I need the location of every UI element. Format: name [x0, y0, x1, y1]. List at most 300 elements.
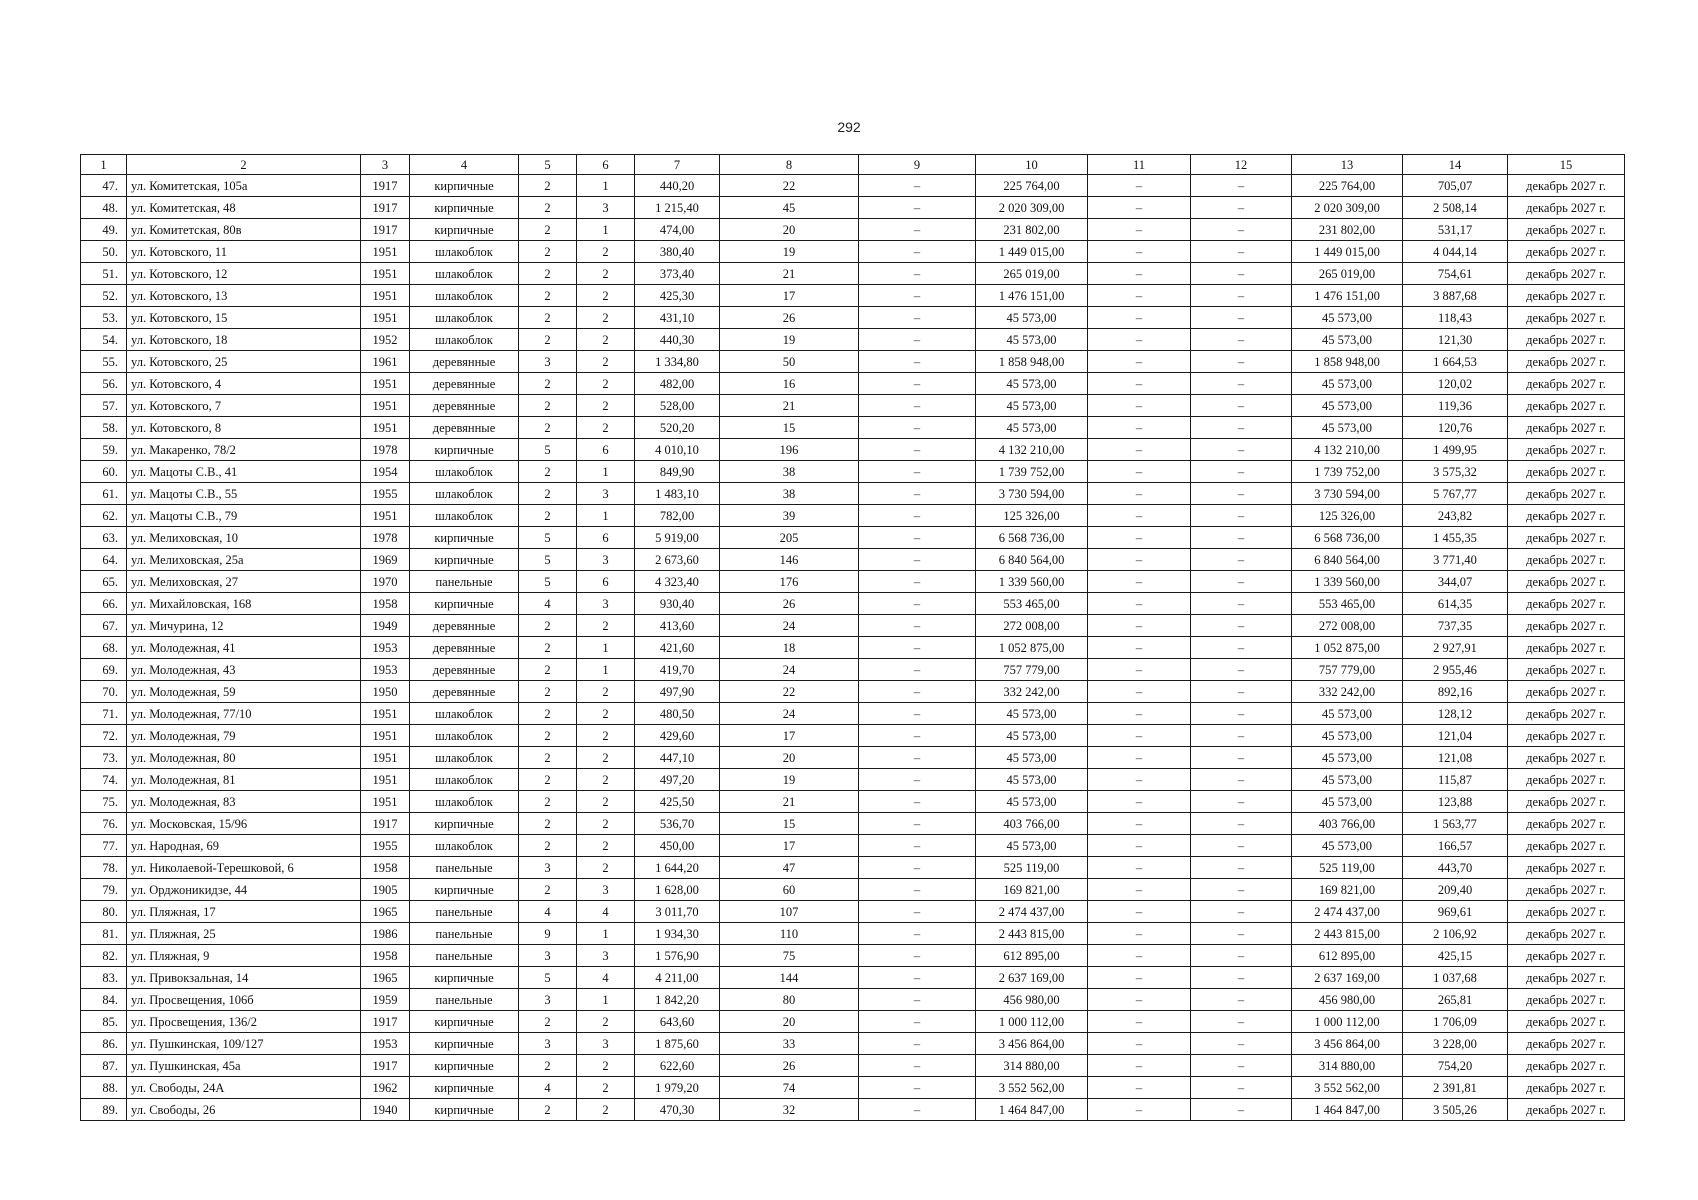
- table-row: [81, 329, 1625, 351]
- table-cell-col-13: 45 573,00: [1292, 791, 1403, 813]
- column-header-5: 5: [519, 155, 577, 175]
- table-cell-col-12: –: [1191, 505, 1292, 527]
- table-cell-col-7: 5 919,00: [635, 527, 720, 549]
- table-cell-col-9: –: [859, 813, 976, 835]
- table-cell-col-9: –: [859, 879, 976, 901]
- table-cell-col-15: декабрь 2027 г.: [1508, 461, 1625, 483]
- table-cell-col-8: 47: [720, 857, 859, 879]
- table-cell-col-14: 892,16: [1403, 681, 1508, 703]
- table-cell-col-3: 1953: [361, 659, 410, 681]
- column-header-4: 4: [410, 155, 519, 175]
- table-cell-col-14: 614,35: [1403, 593, 1508, 615]
- table-cell-col-5: 2: [519, 769, 577, 791]
- table-cell-col-7: 3 011,70: [635, 901, 720, 923]
- table-cell-col-9: –: [859, 571, 976, 593]
- table-cell-col-14: 123,88: [1403, 791, 1508, 813]
- table-cell-col-7: 413,60: [635, 615, 720, 637]
- table-row: [81, 1033, 1625, 1055]
- table-cell-col-6: 1: [577, 219, 635, 241]
- table-cell-col-7: 643,60: [635, 1011, 720, 1033]
- table-cell-col-13: 1 052 875,00: [1292, 637, 1403, 659]
- table-cell-col-13: 2 637 169,00: [1292, 967, 1403, 989]
- table-cell-col-5: 2: [519, 747, 577, 769]
- table-cell-col-1: 53.: [81, 307, 127, 329]
- table-cell-col-10: 1 449 015,00: [976, 241, 1088, 263]
- table-cell-col-2: ул. Пляжная, 9: [127, 945, 361, 967]
- table-cell-col-9: –: [859, 549, 976, 571]
- table-cell-col-9: –: [859, 505, 976, 527]
- table-header: [81, 155, 1625, 175]
- table-cell-col-15: декабрь 2027 г.: [1508, 769, 1625, 791]
- table-row: [81, 571, 1625, 593]
- table-cell-col-15: декабрь 2027 г.: [1508, 329, 1625, 351]
- table-cell-col-11: –: [1088, 417, 1191, 439]
- table-cell-col-4: кирпичные: [410, 175, 519, 197]
- table-cell-col-14: 115,87: [1403, 769, 1508, 791]
- table-cell-col-12: –: [1191, 373, 1292, 395]
- table-cell-col-8: 20: [720, 747, 859, 769]
- table-cell-col-11: –: [1088, 615, 1191, 637]
- table-row: [81, 769, 1625, 791]
- table-cell-col-13: 1 000 112,00: [1292, 1011, 1403, 1033]
- table-cell-col-3: 1955: [361, 835, 410, 857]
- table-cell-col-2: ул. Котовского, 25: [127, 351, 361, 373]
- table-cell-col-5: 2: [519, 879, 577, 901]
- table-cell-col-10: 525 119,00: [976, 857, 1088, 879]
- table-cell-col-6: 2: [577, 307, 635, 329]
- table-cell-col-10: 45 573,00: [976, 417, 1088, 439]
- table-row: [81, 835, 1625, 857]
- table-row: [81, 461, 1625, 483]
- table-cell-col-7: 1 576,90: [635, 945, 720, 967]
- table-cell-col-10: 6 568 736,00: [976, 527, 1088, 549]
- table-cell-col-10: 45 573,00: [976, 373, 1088, 395]
- table-cell-col-3: 1958: [361, 593, 410, 615]
- table-cell-col-10: 45 573,00: [976, 703, 1088, 725]
- table-cell-col-11: –: [1088, 659, 1191, 681]
- table-cell-col-1: 82.: [81, 945, 127, 967]
- table-cell-col-6: 2: [577, 351, 635, 373]
- table-cell-col-8: 38: [720, 483, 859, 505]
- table-cell-col-10: 612 895,00: [976, 945, 1088, 967]
- table-cell-col-1: 78.: [81, 857, 127, 879]
- table-cell-col-11: –: [1088, 989, 1191, 1011]
- table-cell-col-6: 2: [577, 681, 635, 703]
- table-cell-col-4: шлакоблок: [410, 747, 519, 769]
- table-cell-col-15: декабрь 2027 г.: [1508, 241, 1625, 263]
- table-cell-col-5: 5: [519, 571, 577, 593]
- table-cell-col-9: –: [859, 219, 976, 241]
- table-cell-col-8: 60: [720, 879, 859, 901]
- column-header-15: 15: [1508, 155, 1625, 175]
- table-cell-col-2: ул. Мацоты С.В., 55: [127, 483, 361, 505]
- table-cell-col-10: 265 019,00: [976, 263, 1088, 285]
- table-cell-col-12: –: [1191, 901, 1292, 923]
- table-cell-col-12: –: [1191, 989, 1292, 1011]
- table-cell-col-10: 2 474 437,00: [976, 901, 1088, 923]
- table-row: [81, 791, 1625, 813]
- table-cell-col-5: 2: [519, 615, 577, 637]
- table-cell-col-11: –: [1088, 1055, 1191, 1077]
- table-cell-col-8: 17: [720, 285, 859, 307]
- table-cell-col-14: 121,08: [1403, 747, 1508, 769]
- table-cell-col-2: ул. Молодежная, 81: [127, 769, 361, 791]
- table-cell-col-1: 81.: [81, 923, 127, 945]
- table-cell-col-9: –: [859, 439, 976, 461]
- table-cell-col-6: 2: [577, 373, 635, 395]
- table-cell-col-5: 2: [519, 483, 577, 505]
- table-cell-col-11: –: [1088, 703, 1191, 725]
- table-cell-col-6: 2: [577, 835, 635, 857]
- table-cell-col-7: 474,00: [635, 219, 720, 241]
- table-cell-col-8: 15: [720, 417, 859, 439]
- table-cell-col-8: 146: [720, 549, 859, 571]
- table-cell-col-3: 1917: [361, 813, 410, 835]
- table-cell-col-5: 2: [519, 461, 577, 483]
- table-cell-col-5: 2: [519, 307, 577, 329]
- table-cell-col-9: –: [859, 593, 976, 615]
- table-cell-col-5: 4: [519, 1077, 577, 1099]
- table-cell-col-2: ул. Котовского, 15: [127, 307, 361, 329]
- table-cell-col-14: 754,61: [1403, 263, 1508, 285]
- table-cell-col-6: 2: [577, 263, 635, 285]
- table-cell-col-12: –: [1191, 483, 1292, 505]
- table-cell-col-3: 1961: [361, 351, 410, 373]
- table-cell-col-15: декабрь 2027 г.: [1508, 725, 1625, 747]
- table-cell-col-2: ул. Котовского, 8: [127, 417, 361, 439]
- table-cell-col-7: 1 334,80: [635, 351, 720, 373]
- table-cell-col-2: ул. Молодежная, 77/10: [127, 703, 361, 725]
- table-row: [81, 527, 1625, 549]
- table-cell-col-4: деревянные: [410, 615, 519, 637]
- table-cell-col-15: декабрь 2027 г.: [1508, 879, 1625, 901]
- table-cell-col-6: 3: [577, 1033, 635, 1055]
- table-cell-col-10: 757 779,00: [976, 659, 1088, 681]
- table-cell-col-4: шлакоблок: [410, 703, 519, 725]
- table-row: [81, 593, 1625, 615]
- table-cell-col-7: 440,20: [635, 175, 720, 197]
- table-cell-col-6: 2: [577, 395, 635, 417]
- table-cell-col-6: 1: [577, 175, 635, 197]
- table-cell-col-11: –: [1088, 923, 1191, 945]
- table-cell-col-2: ул. Молодежная, 80: [127, 747, 361, 769]
- table-cell-col-15: декабрь 2027 г.: [1508, 395, 1625, 417]
- table-cell-col-13: 456 980,00: [1292, 989, 1403, 1011]
- table-cell-col-9: –: [859, 307, 976, 329]
- table-cell-col-15: декабрь 2027 г.: [1508, 263, 1625, 285]
- table-cell-col-1: 85.: [81, 1011, 127, 1033]
- table-cell-col-7: 425,50: [635, 791, 720, 813]
- table-cell-col-6: 1: [577, 659, 635, 681]
- table-cell-col-3: 1953: [361, 1033, 410, 1055]
- table-row: [81, 1099, 1625, 1121]
- table-cell-col-1: 75.: [81, 791, 127, 813]
- table-cell-col-5: 2: [519, 703, 577, 725]
- table-cell-col-13: 272 008,00: [1292, 615, 1403, 637]
- table-cell-col-1: 50.: [81, 241, 127, 263]
- table-cell-col-2: ул. Молодежная, 41: [127, 637, 361, 659]
- table-cell-col-14: 1 455,35: [1403, 527, 1508, 549]
- table-cell-col-12: –: [1191, 1055, 1292, 1077]
- table-cell-col-6: 1: [577, 637, 635, 659]
- table-row: [81, 241, 1625, 263]
- column-header-6: 6: [577, 155, 635, 175]
- table-cell-col-5: 2: [519, 241, 577, 263]
- table-cell-col-9: –: [859, 1099, 976, 1121]
- table-cell-col-8: 24: [720, 659, 859, 681]
- table-cell-col-15: декабрь 2027 г.: [1508, 351, 1625, 373]
- table-cell-col-8: 26: [720, 593, 859, 615]
- column-header-11: 11: [1088, 155, 1191, 175]
- table-cell-col-13: 1 339 560,00: [1292, 571, 1403, 593]
- table-cell-col-4: шлакоблок: [410, 791, 519, 813]
- table-cell-col-14: 3 575,32: [1403, 461, 1508, 483]
- table-cell-col-2: ул. Котовского, 4: [127, 373, 361, 395]
- table-cell-col-15: декабрь 2027 г.: [1508, 1033, 1625, 1055]
- table-cell-col-11: –: [1088, 373, 1191, 395]
- table-cell-col-9: –: [859, 483, 976, 505]
- housing-table: [80, 154, 1625, 1121]
- table-cell-col-12: –: [1191, 241, 1292, 263]
- table-cell-col-6: 2: [577, 1055, 635, 1077]
- table-cell-col-9: –: [859, 791, 976, 813]
- table-cell-col-1: 70.: [81, 681, 127, 703]
- table-cell-col-9: –: [859, 835, 976, 857]
- table-cell-col-4: панельные: [410, 857, 519, 879]
- table-cell-col-11: –: [1088, 681, 1191, 703]
- table-cell-col-11: –: [1088, 1011, 1191, 1033]
- table-cell-col-12: –: [1191, 307, 1292, 329]
- table-cell-col-6: 2: [577, 769, 635, 791]
- table-cell-col-13: 4 132 210,00: [1292, 439, 1403, 461]
- table-row: [81, 637, 1625, 659]
- table-cell-col-15: декабрь 2027 г.: [1508, 967, 1625, 989]
- table-cell-col-15: декабрь 2027 г.: [1508, 549, 1625, 571]
- table-cell-col-11: –: [1088, 461, 1191, 483]
- table-cell-col-6: 1: [577, 989, 635, 1011]
- table-cell-col-4: деревянные: [410, 351, 519, 373]
- table-cell-col-13: 125 326,00: [1292, 505, 1403, 527]
- table-cell-col-10: 2 020 309,00: [976, 197, 1088, 219]
- table-cell-col-7: 528,00: [635, 395, 720, 417]
- table-cell-col-12: –: [1191, 461, 1292, 483]
- table-cell-col-3: 1958: [361, 945, 410, 967]
- table-cell-col-1: 74.: [81, 769, 127, 791]
- table-cell-col-3: 1951: [361, 373, 410, 395]
- table-cell-col-2: ул. Молодежная, 59: [127, 681, 361, 703]
- table-cell-col-7: 1 842,20: [635, 989, 720, 1011]
- table-cell-col-8: 16: [720, 373, 859, 395]
- table-row: [81, 505, 1625, 527]
- table-cell-col-6: 2: [577, 1099, 635, 1121]
- table-cell-col-5: 2: [519, 813, 577, 835]
- table-cell-col-14: 531,17: [1403, 219, 1508, 241]
- table-cell-col-2: ул. Молодежная, 43: [127, 659, 361, 681]
- table-cell-col-10: 3 552 562,00: [976, 1077, 1088, 1099]
- table-cell-col-3: 1965: [361, 901, 410, 923]
- table-cell-col-4: шлакоблок: [410, 263, 519, 285]
- table-cell-col-4: шлакоблок: [410, 483, 519, 505]
- table-cell-col-5: 4: [519, 593, 577, 615]
- column-header-14: 14: [1403, 155, 1508, 175]
- table-cell-col-3: 1951: [361, 285, 410, 307]
- table-cell-col-8: 20: [720, 1011, 859, 1033]
- table-cell-col-5: 2: [519, 1055, 577, 1077]
- table-cell-col-15: декабрь 2027 г.: [1508, 615, 1625, 637]
- table-cell-col-7: 1 979,20: [635, 1077, 720, 1099]
- table-cell-col-9: –: [859, 857, 976, 879]
- table-cell-col-7: 520,20: [635, 417, 720, 439]
- table-cell-col-1: 51.: [81, 263, 127, 285]
- table-cell-col-6: 6: [577, 571, 635, 593]
- table-cell-col-15: декабрь 2027 г.: [1508, 285, 1625, 307]
- table-cell-col-8: 107: [720, 901, 859, 923]
- table-cell-col-8: 18: [720, 637, 859, 659]
- table-cell-col-9: –: [859, 747, 976, 769]
- table-cell-col-10: 4 132 210,00: [976, 439, 1088, 461]
- table-cell-col-7: 4 211,00: [635, 967, 720, 989]
- table-cell-col-15: декабрь 2027 г.: [1508, 417, 1625, 439]
- table-cell-col-14: 754,20: [1403, 1055, 1508, 1077]
- table-cell-col-6: 2: [577, 857, 635, 879]
- table-cell-col-8: 26: [720, 307, 859, 329]
- table-cell-col-3: 1951: [361, 791, 410, 813]
- table-cell-col-12: –: [1191, 967, 1292, 989]
- table-cell-col-9: –: [859, 175, 976, 197]
- table-cell-col-8: 38: [720, 461, 859, 483]
- table-cell-col-1: 48.: [81, 197, 127, 219]
- table-cell-col-15: декабрь 2027 г.: [1508, 219, 1625, 241]
- table-cell-col-14: 1 664,53: [1403, 351, 1508, 373]
- table-cell-col-1: 60.: [81, 461, 127, 483]
- table-cell-col-9: –: [859, 285, 976, 307]
- table-cell-col-3: 1951: [361, 241, 410, 263]
- table-cell-col-10: 169 821,00: [976, 879, 1088, 901]
- table-cell-col-13: 3 730 594,00: [1292, 483, 1403, 505]
- table-cell-col-8: 32: [720, 1099, 859, 1121]
- table-cell-col-10: 1 339 560,00: [976, 571, 1088, 593]
- table-cell-col-15: декабрь 2027 г.: [1508, 1099, 1625, 1121]
- table-cell-col-2: ул. Мелиховская, 10: [127, 527, 361, 549]
- table-cell-col-12: –: [1191, 1011, 1292, 1033]
- table-cell-col-8: 74: [720, 1077, 859, 1099]
- table-cell-col-4: кирпичные: [410, 1077, 519, 1099]
- table-cell-col-12: –: [1191, 769, 1292, 791]
- table-row: [81, 263, 1625, 285]
- table-cell-col-7: 1 628,00: [635, 879, 720, 901]
- column-header-12: 12: [1191, 155, 1292, 175]
- table-cell-col-12: –: [1191, 703, 1292, 725]
- table-cell-col-9: –: [859, 703, 976, 725]
- table-cell-col-10: 125 326,00: [976, 505, 1088, 527]
- table-cell-col-15: декабрь 2027 г.: [1508, 989, 1625, 1011]
- table-cell-col-11: –: [1088, 593, 1191, 615]
- table-cell-col-3: 1951: [361, 307, 410, 329]
- table-cell-col-1: 89.: [81, 1099, 127, 1121]
- table-cell-col-1: 72.: [81, 725, 127, 747]
- table-cell-col-5: 3: [519, 857, 577, 879]
- table-cell-col-8: 21: [720, 395, 859, 417]
- table-cell-col-4: кирпичные: [410, 1055, 519, 1077]
- table-cell-col-10: 1 464 847,00: [976, 1099, 1088, 1121]
- table-cell-col-6: 2: [577, 703, 635, 725]
- table-cell-col-14: 705,07: [1403, 175, 1508, 197]
- table-cell-col-8: 80: [720, 989, 859, 1011]
- table-cell-col-4: шлакоблок: [410, 285, 519, 307]
- table-cell-col-3: 1951: [361, 747, 410, 769]
- table-cell-col-13: 45 573,00: [1292, 835, 1403, 857]
- table-cell-col-5: 4: [519, 901, 577, 923]
- table-cell-col-3: 1940: [361, 1099, 410, 1121]
- table-cell-col-5: 5: [519, 967, 577, 989]
- table-cell-col-8: 205: [720, 527, 859, 549]
- table-cell-col-8: 39: [720, 505, 859, 527]
- table-cell-col-3: 1959: [361, 989, 410, 1011]
- table-cell-col-15: декабрь 2027 г.: [1508, 681, 1625, 703]
- table-cell-col-3: 1965: [361, 967, 410, 989]
- table-row: [81, 197, 1625, 219]
- page-number: 292: [837, 119, 861, 135]
- table-cell-col-2: ул. Пляжная, 25: [127, 923, 361, 945]
- table-cell-col-3: 1950: [361, 681, 410, 703]
- table-cell-col-10: 332 242,00: [976, 681, 1088, 703]
- table-cell-col-4: панельные: [410, 901, 519, 923]
- table-cell-col-10: 45 573,00: [976, 307, 1088, 329]
- table-cell-col-4: деревянные: [410, 659, 519, 681]
- table-cell-col-10: 45 573,00: [976, 769, 1088, 791]
- table-cell-col-8: 45: [720, 197, 859, 219]
- table-cell-col-4: шлакоблок: [410, 329, 519, 351]
- column-header-13: 13: [1292, 155, 1403, 175]
- table-cell-col-5: 5: [519, 527, 577, 549]
- table-cell-col-12: –: [1191, 725, 1292, 747]
- table-cell-col-1: 88.: [81, 1077, 127, 1099]
- table-cell-col-2: ул. Орджоникидзе, 44: [127, 879, 361, 901]
- table-cell-col-5: 5: [519, 549, 577, 571]
- table-cell-col-10: 45 573,00: [976, 725, 1088, 747]
- table-cell-col-8: 19: [720, 769, 859, 791]
- table-cell-col-5: 2: [519, 219, 577, 241]
- table-cell-col-9: –: [859, 901, 976, 923]
- table-cell-col-13: 45 573,00: [1292, 703, 1403, 725]
- table-cell-col-10: 2 637 169,00: [976, 967, 1088, 989]
- table-cell-col-1: 67.: [81, 615, 127, 637]
- table-cell-col-11: –: [1088, 945, 1191, 967]
- table-cell-col-13: 45 573,00: [1292, 329, 1403, 351]
- table-cell-col-4: кирпичные: [410, 549, 519, 571]
- table-cell-col-5: 3: [519, 351, 577, 373]
- table-cell-col-2: ул. Комитетская, 48: [127, 197, 361, 219]
- table-cell-col-1: 69.: [81, 659, 127, 681]
- table-cell-col-1: 52.: [81, 285, 127, 307]
- table-cell-col-6: 1: [577, 505, 635, 527]
- table-cell-col-4: кирпичные: [410, 439, 519, 461]
- table-cell-col-4: шлакоблок: [410, 505, 519, 527]
- table-cell-col-13: 2 443 815,00: [1292, 923, 1403, 945]
- table-cell-col-4: кирпичные: [410, 197, 519, 219]
- table-cell-col-10: 1 052 875,00: [976, 637, 1088, 659]
- table-cell-col-4: кирпичные: [410, 1099, 519, 1121]
- table-cell-col-3: 1951: [361, 505, 410, 527]
- table-cell-col-6: 3: [577, 593, 635, 615]
- table-cell-col-1: 77.: [81, 835, 127, 857]
- table-cell-col-2: ул. Просвещения, 136/2: [127, 1011, 361, 1033]
- table-row: [81, 681, 1625, 703]
- table-cell-col-11: –: [1088, 307, 1191, 329]
- table-cell-col-2: ул. Мелиховская, 25а: [127, 549, 361, 571]
- table-cell-col-4: кирпичные: [410, 527, 519, 549]
- table-cell-col-13: 3 552 562,00: [1292, 1077, 1403, 1099]
